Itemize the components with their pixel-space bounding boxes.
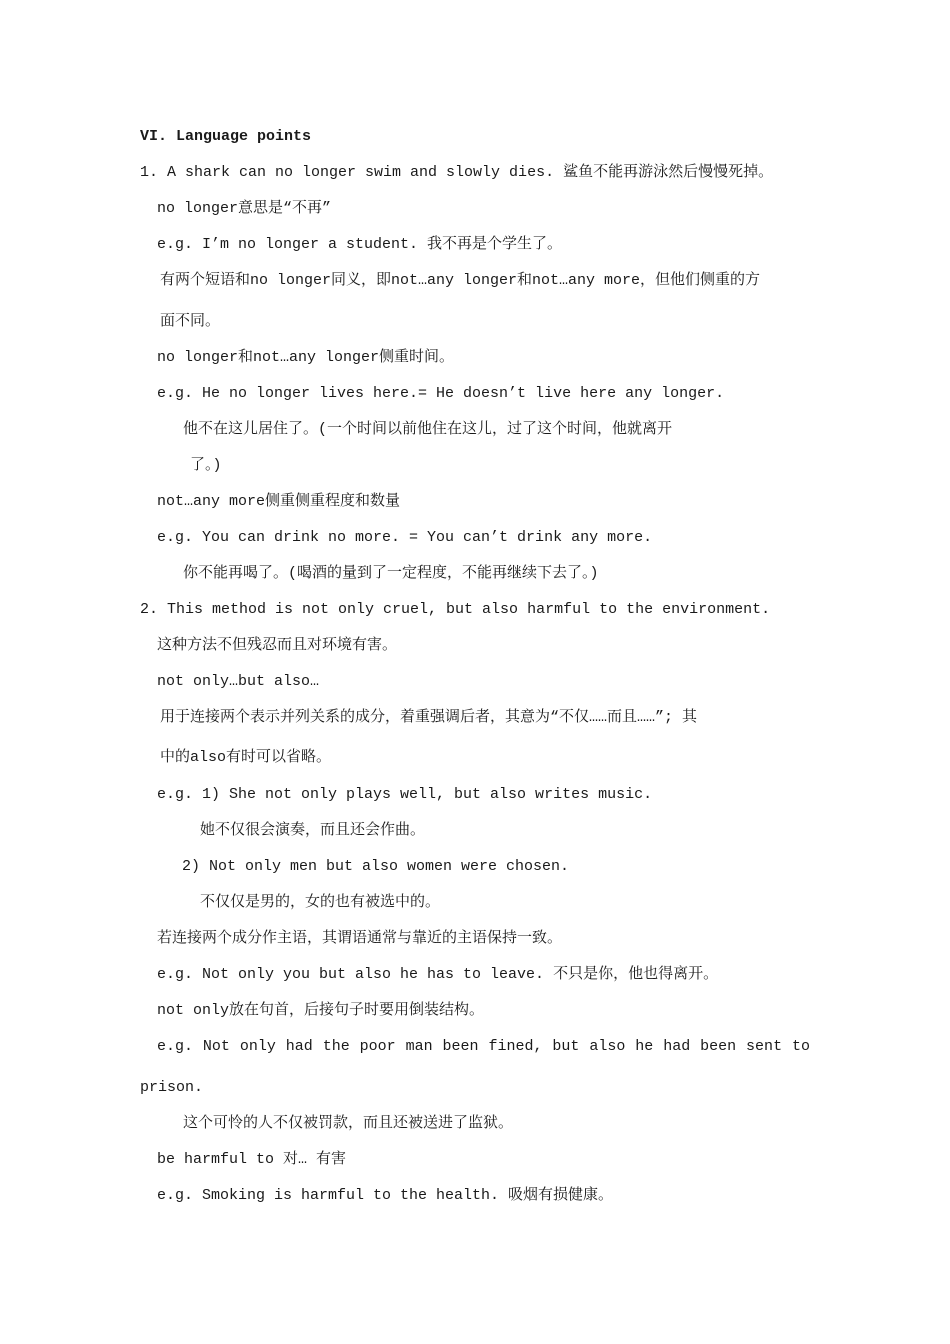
text-line: 面不同。: [160, 313, 221, 330]
text-line: 不仅仅是男的，女的也有被选中的。: [200, 894, 441, 911]
text-line: not…any more侧重侧重程度和数量: [157, 493, 401, 510]
text-line: 2. This method is not only cruel, but also harmful to the environment.: [140, 601, 771, 618]
text-line: e.g. He no longer lives here.= He doesn’t live here any longer.: [157, 385, 725, 402]
text-line: prison.: [140, 1079, 204, 1096]
text-line: 若连接两个成分作主语，其谓语通常与靠近的主语保持一致。: [157, 930, 563, 947]
text-line: 1. A shark can no longer swim and slowly dies. 鲨鱼不能再游泳然后慢慢死掉。: [140, 164, 774, 181]
text-line: 她不仅很会演奏，而且还会作曲。: [200, 822, 426, 839]
text-line: 中的also有时可以省略。: [160, 749, 332, 766]
text-line: 这个可怜的人不仅被罚款，而且还被送进了监狱。: [183, 1115, 514, 1132]
text-line: 你不能再喝了。(喝酒的量到了一定程度，不能再继续下去了。): [183, 565, 599, 582]
text-line: e.g. Not only had the poor man been fined, but also he had been sent to: [157, 1038, 810, 1055]
text-line: 2) Not only men but also women were chosen.: [182, 858, 570, 875]
section-heading: VI. Language points: [140, 128, 312, 145]
text-line: be harmful to 对… 有害: [157, 1151, 347, 1168]
text-line: e.g. 1) She not only plays well, but also writes music.: [157, 786, 653, 803]
text-line: 用于连接两个表示并列关系的成分，着重强调后者，其意为“不仅……而且……”; 其: [160, 709, 698, 726]
text-line: e.g. I’m no longer a student. 我不再是个学生了。: [157, 236, 563, 253]
text-line: no longer意思是“不再”: [157, 200, 332, 217]
text-line: 了。): [190, 457, 222, 474]
text-line: 有两个短语和no longer同义，即not…any longer和not…any more，但他们侧重的方: [160, 272, 761, 289]
text-line: e.g. You can drink no more. = You can’t drink any more.: [157, 529, 653, 546]
text-line: not only放在句首，后接句子时要用倒装结构。: [157, 1002, 485, 1019]
text-line: not only…but also…: [157, 673, 320, 690]
text-line: e.g. Not only you but also he has to leave. 不只是你，他也得离开。: [157, 966, 719, 983]
text-line: e.g. Smoking is harmful to the health. 吸烟有损健康。: [157, 1187, 614, 1204]
text-line: 他不在这儿居住了。(一个时间以前他住在这儿，过了这个时间，他就离开: [183, 421, 673, 438]
text-line: 这种方法不但残忍而且对环境有害。: [157, 637, 398, 654]
text-line: no longer和not…any longer侧重时间。: [157, 349, 455, 366]
